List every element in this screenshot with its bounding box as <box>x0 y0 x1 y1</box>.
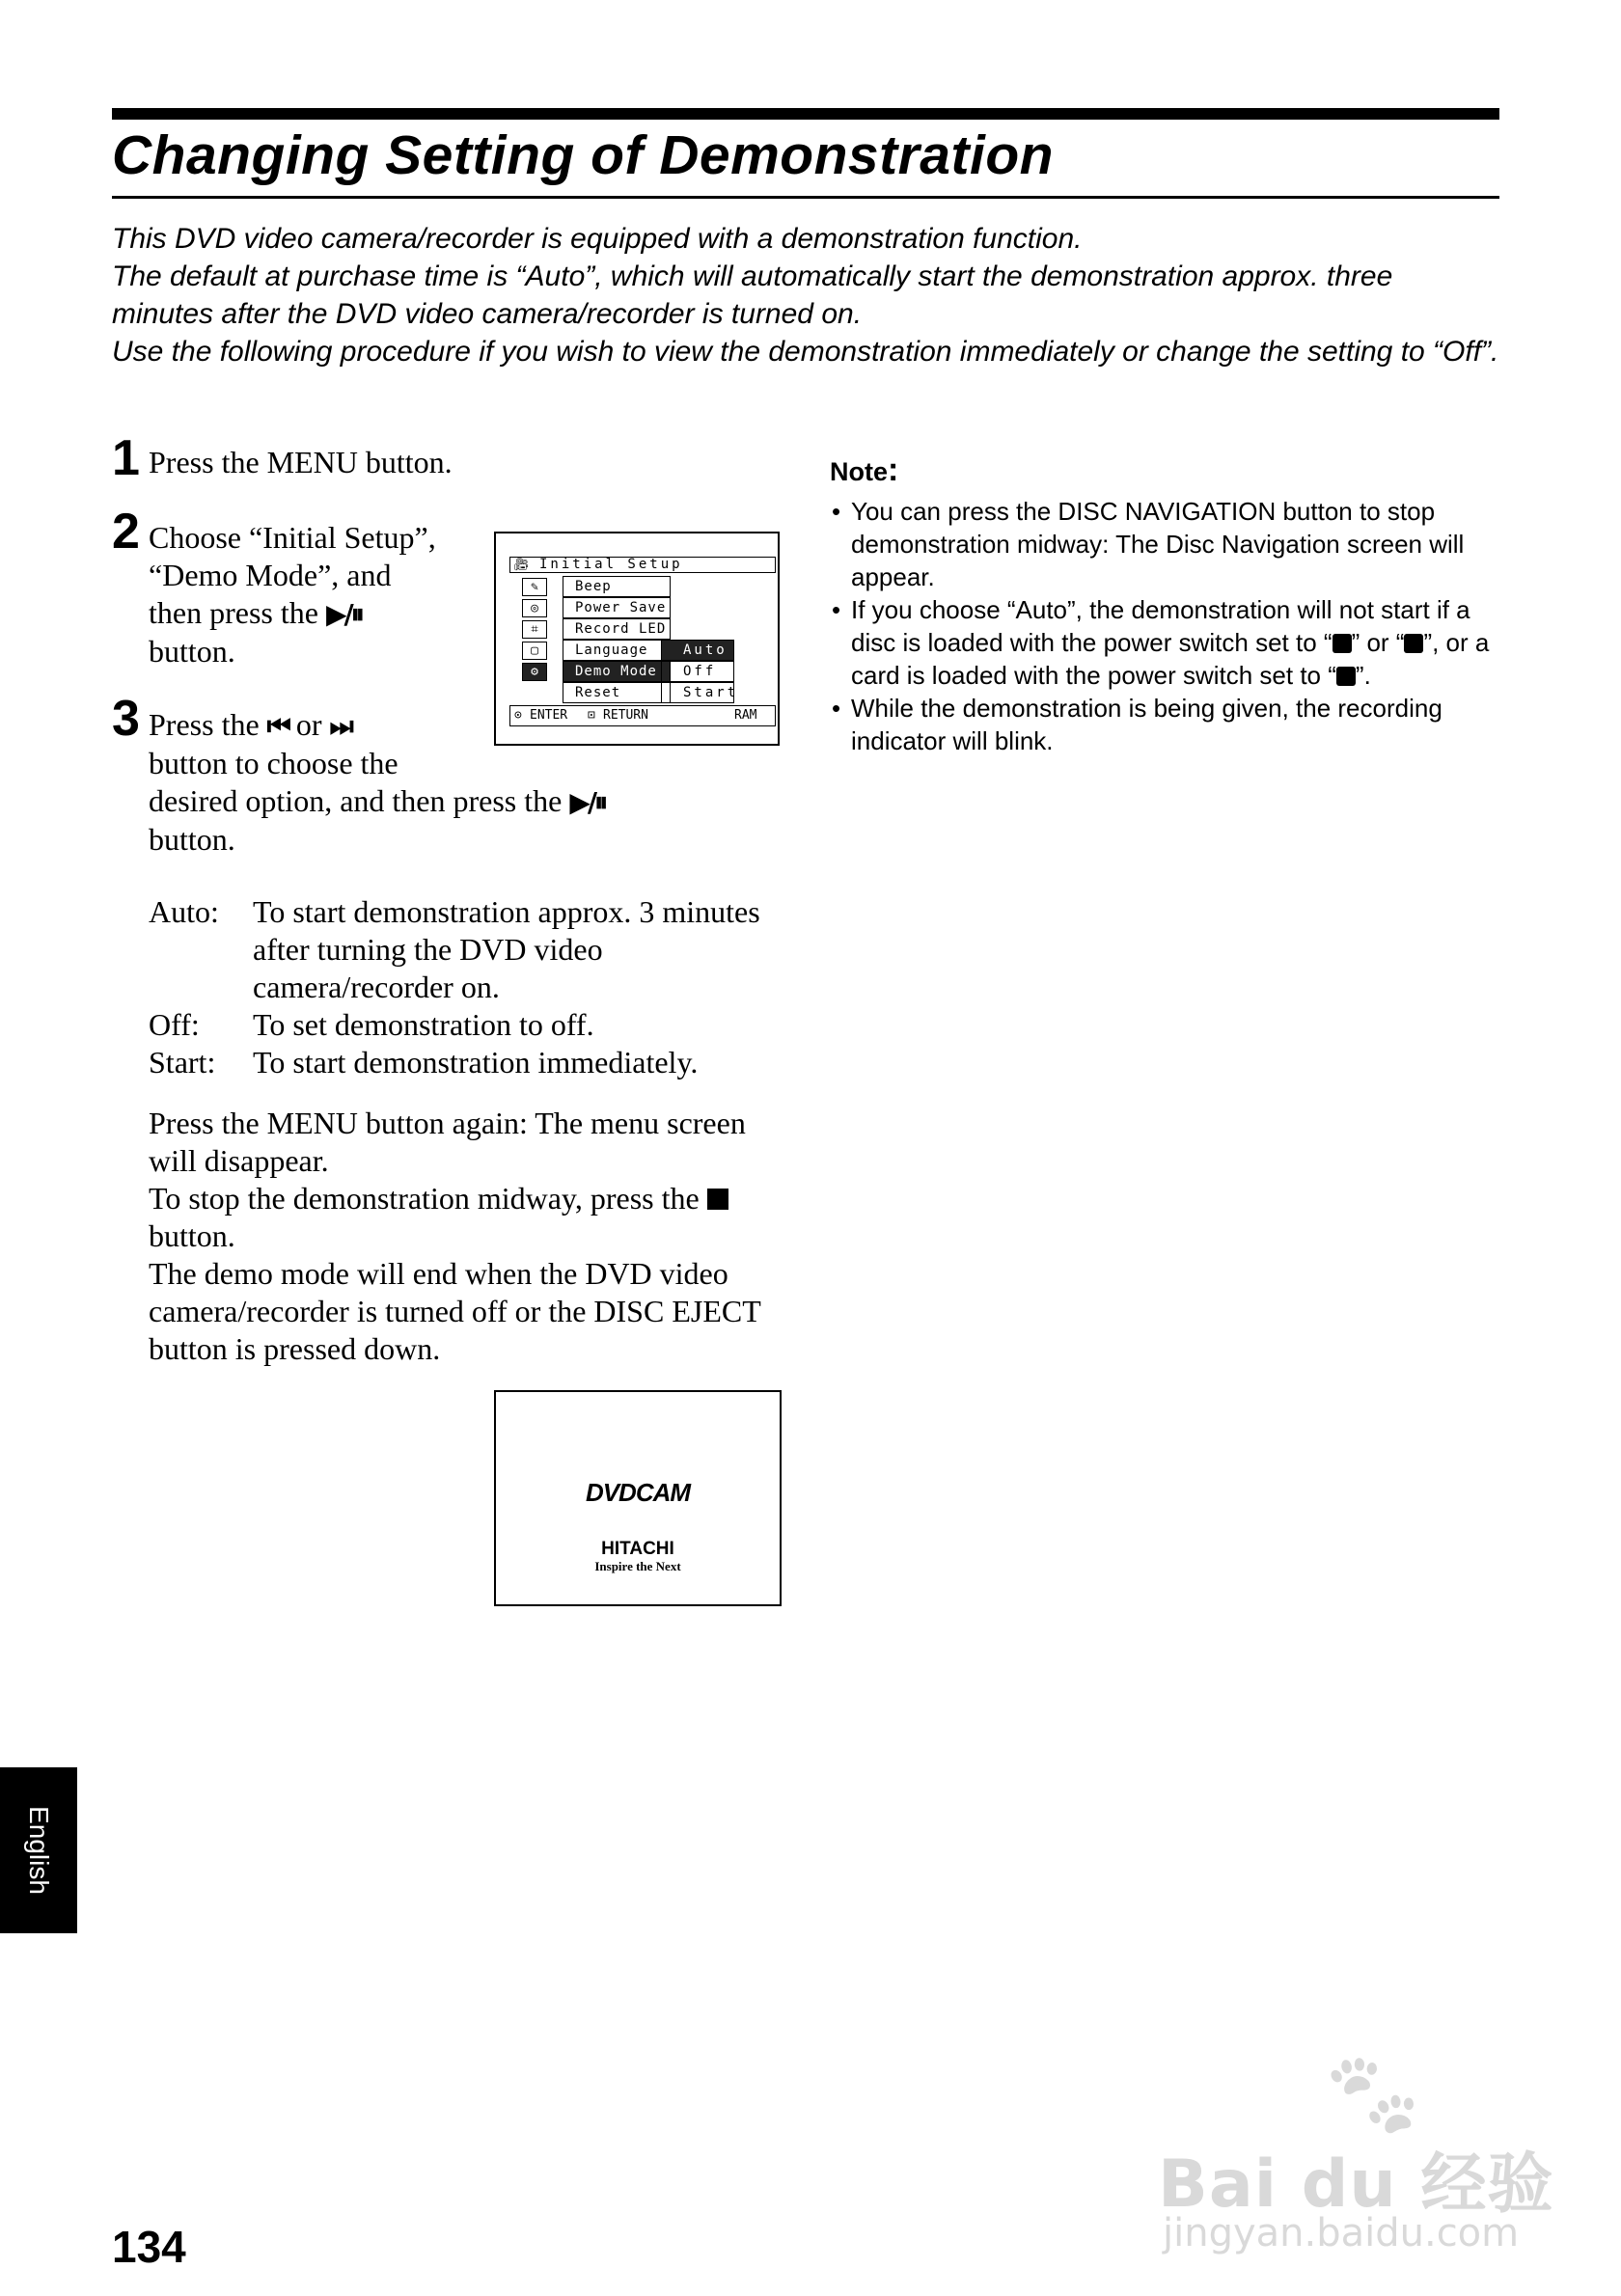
option-auto <box>149 893 793 1006</box>
lcd-item-power-save: Power Save <box>563 597 671 618</box>
splash-screen <box>494 1390 782 1606</box>
step-1-number: 1 <box>112 430 140 486</box>
previous-icon: ⏮ <box>266 710 288 742</box>
lcd-item-beep: Beep <box>563 576 671 597</box>
page-number: 134 <box>112 2222 186 2272</box>
option-list <box>149 893 793 1081</box>
pen-icon: ✎ <box>522 578 547 596</box>
tape-icon: ◎ <box>522 599 547 617</box>
setup-icon: ⚙ <box>522 663 547 681</box>
card-mode-icon <box>1336 667 1356 686</box>
option-start <box>149 1044 793 1081</box>
frame-icon: ⌗ <box>522 620 547 639</box>
step-2-line-c: then press the <box>149 595 318 630</box>
watermark-url: jingyan.baidu.com <box>1163 2211 1520 2255</box>
note-list <box>830 495 1505 757</box>
after-p1: Press the MENU button again: The menu screen will disappear. <box>149 1106 746 1178</box>
step-2-text <box>149 519 486 670</box>
note-b2-part-a: If you choose “Auto”, the demonstration will not start if a disc is loaded with the power switch set to “ <box>851 595 1470 657</box>
step-1-line: Press the MENU button. <box>149 445 453 479</box>
step-3-line-d: desired option, and then press the <box>149 783 563 818</box>
note-b2-part-d: ”. <box>1355 661 1371 690</box>
step-2-line-d: button. <box>149 634 235 669</box>
note-bullet-1: • You can press the DISC NAVIGATION button to stop demonstration midway: The Disc Navigation screen will appear. <box>830 495 1505 593</box>
option-desc: To start demonstration immediately. <box>253 1045 699 1080</box>
after-p2a: To stop the demonstration midway, press the <box>149 1181 700 1216</box>
note-title: Note <box>830 457 888 486</box>
step-3-line-a: Press the <box>149 707 260 742</box>
option-desc: To set demonstration to off. <box>253 1007 594 1042</box>
lcd-option-auto: Auto <box>661 640 734 661</box>
step-1-text <box>149 444 631 481</box>
display-icon: ▢ <box>522 642 547 660</box>
intro-text <box>112 220 1501 370</box>
photo-mode-icon <box>1404 634 1423 653</box>
lcd-option-start: Start <box>661 682 734 703</box>
lcd-footer-mode: RAM <box>734 708 757 723</box>
step-3-line-c: button to choose the <box>149 746 398 780</box>
top-rule <box>112 108 1499 120</box>
language-tab <box>0 1767 77 1933</box>
note-b2-part-c: ”, or a card is loaded with the power switch set to “ <box>851 628 1490 690</box>
lcd-item-reset: Reset <box>563 682 671 703</box>
step-2-number: 2 <box>112 504 140 560</box>
lcd-item-language: Language <box>563 640 671 661</box>
lcd-menu-screen <box>494 532 780 746</box>
lcd-item-record-led: Record LED <box>563 618 671 640</box>
option-key: Start: <box>149 1045 216 1080</box>
return-icon: ⊡ <box>588 708 595 723</box>
option-off <box>149 1006 793 1044</box>
after-p2b: button. <box>149 1218 235 1253</box>
note-b2-part-b: ” or “ <box>1351 628 1405 657</box>
after-instructions <box>149 1105 776 1368</box>
next-icon: ⏭ <box>329 710 351 742</box>
tagline: Inspire the Next <box>594 1559 681 1573</box>
camera-icon: 🎥︎ <box>513 558 530 572</box>
title-rule <box>112 196 1499 199</box>
lcd-footer <box>509 705 776 726</box>
note-section: Note: • You can press the DISC NAVIGATION button to stop demonstration midway: The Disc Navigation screen will appear. • If you choose “Auto”, the demonstration will not start if a disc is loaded with the power switch set to “ ” or “ ”, or a card is loaded with the power switch set to “ ”. • While the demonstration is being given, the recording indicator will blink. <box>830 451 1505 757</box>
lcd-footer-enter: ENTER <box>530 708 568 723</box>
intro-line-2: The default at purchase time is “Auto”, which will automatically start the demonstration approx. three minutes after the DVD video camera/recorder is turned on. <box>112 260 1393 330</box>
movie-mode-icon <box>1333 634 1352 653</box>
lcd-footer-return: RETURN <box>603 708 648 723</box>
language-tab-label: English <box>24 1806 54 1895</box>
intro-line-1: This DVD video camera/recorder is equipped with a demonstration function. <box>112 223 1083 255</box>
step-3-or: or <box>295 707 322 742</box>
option-desc: To start demonstration approx. 3 minutes after turning the DVD video camera/recorder on. <box>253 894 760 1004</box>
after-p3: The demo mode will end when the DVD video camera/recorder is turned off or the DISC EJECT button is pressed down. <box>149 1256 761 1366</box>
lcd-option-off: Off <box>661 661 734 682</box>
lcd-title-bar <box>509 557 776 573</box>
play-pause-icon: ▶/⏸ <box>569 786 606 818</box>
note-bullet-2 <box>830 593 1505 692</box>
watermark-main: Bai du 经验 <box>1158 2146 1554 2223</box>
lcd-title: Initial Setup <box>539 557 683 572</box>
step-2-line-a: Choose “Initial Setup”, <box>149 520 436 555</box>
enter-icon: ⊙ <box>514 708 522 723</box>
note-bullet-3: • While the demonstration is being given, the recording indicator will blink. <box>830 692 1505 757</box>
option-key: Auto: <box>149 894 219 929</box>
stop-icon <box>707 1189 728 1210</box>
page-title: Changing Setting of Demonstration <box>112 124 1054 186</box>
play-pause-icon: ▶/⏸ <box>325 598 362 630</box>
watermark <box>1158 2045 1554 2267</box>
intro-line-3: Use the following procedure if you wish to view the demonstration immediately or change the setting to “Off”. <box>112 336 1499 368</box>
step-3-number: 3 <box>112 691 140 747</box>
step-2-line-b: “Demo Mode”, and <box>149 558 392 592</box>
option-key: Off: <box>149 1007 200 1042</box>
hitachi-logo: HITACHI <box>601 1539 674 1559</box>
step-3-line-e: button. <box>149 822 235 857</box>
paw-icon: 🐾︎ <box>1317 2049 1428 2145</box>
lcd-item-demo-mode: Demo Mode <box>563 661 671 682</box>
dvdcam-logo: DVDCAM <box>585 1478 691 1507</box>
